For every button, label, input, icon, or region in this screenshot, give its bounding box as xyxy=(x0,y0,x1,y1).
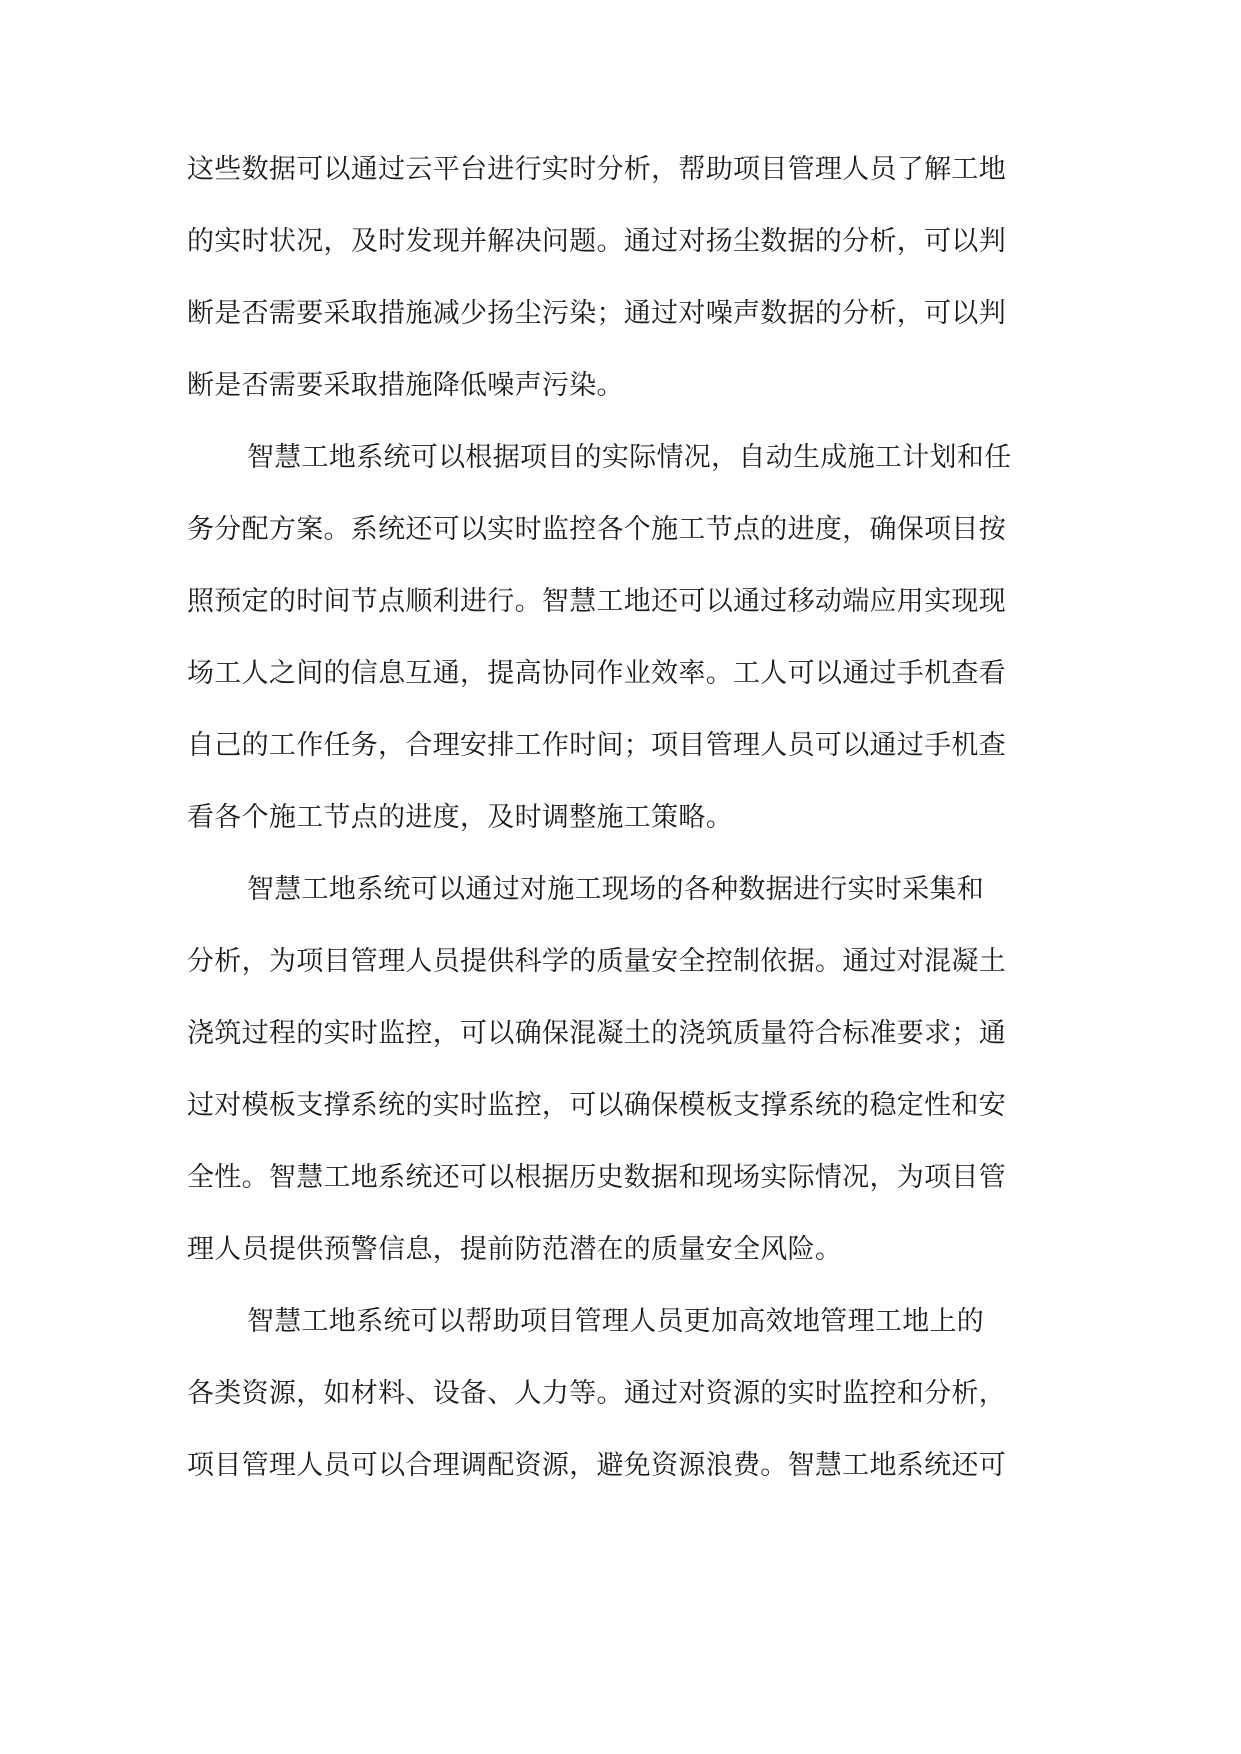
text-line: 智慧工地系统可以根据项目的实际情况，自动生成施工计划和任 xyxy=(247,442,1012,473)
text-line: 自己的工作任务，合理安排工作时间；项目管理人员可以通过手机查 xyxy=(187,730,1006,761)
text-line: 智慧工地系统可以通过对施工现场的各种数据进行实时采集和 xyxy=(247,874,985,905)
text-line: 全性。智慧工地系统还可以根据历史数据和现场实际情况，为项目管 xyxy=(187,1162,1006,1193)
text-line: 务分配方案。系统还可以实时监控各个施工节点的进度，确保项目按 xyxy=(187,514,1006,545)
text-line: 断是否需要采取措施减少扬尘污染；通过对噪声数据的分析，可以判 xyxy=(187,298,1006,329)
text-line: 的实时状况，及时发现并解决问题。通过对扬尘数据的分析，可以判 xyxy=(187,226,1006,257)
text-line: 看各个施工节点的进度，及时调整施工策略。 xyxy=(187,802,733,833)
text-line: 项目管理人员可以合理调配资源，避免资源浪费。智慧工地系统还可 xyxy=(187,1450,1006,1481)
text-line: 照预定的时间节点顺利进行。智慧工地还可以通过移动端应用实现现 xyxy=(187,586,1006,617)
text-line: 理人员提供预警信息，提前防范潜在的质量安全风险。 xyxy=(187,1234,843,1265)
text-line: 浇筑过程的实时监控，可以确保混凝土的浇筑质量符合标准要求；通 xyxy=(187,1018,1006,1049)
text-line: 智慧工地系统可以帮助项目管理人员更加高效地管理工地上的 xyxy=(247,1306,985,1337)
text-line: 过对模板支撑系统的实时监控，可以确保模板支撑系统的稳定性和安 xyxy=(187,1090,1006,1121)
text-line: 这些数据可以通过云平台进行实时分析，帮助项目管理人员了解工地 xyxy=(187,154,1006,185)
text-line: 断是否需要采取措施降低噪声污染。 xyxy=(187,370,624,401)
text-line: 各类资源，如材料、设备、人力等。通过对资源的实时监控和分析， xyxy=(187,1378,1006,1409)
text-line: 场工人之间的信息互通，提高协同作业效率。工人可以通过手机查看 xyxy=(187,658,1006,689)
text-line: 分析，为项目管理人员提供科学的质量安全控制依据。通过对混凝土 xyxy=(187,946,1006,977)
